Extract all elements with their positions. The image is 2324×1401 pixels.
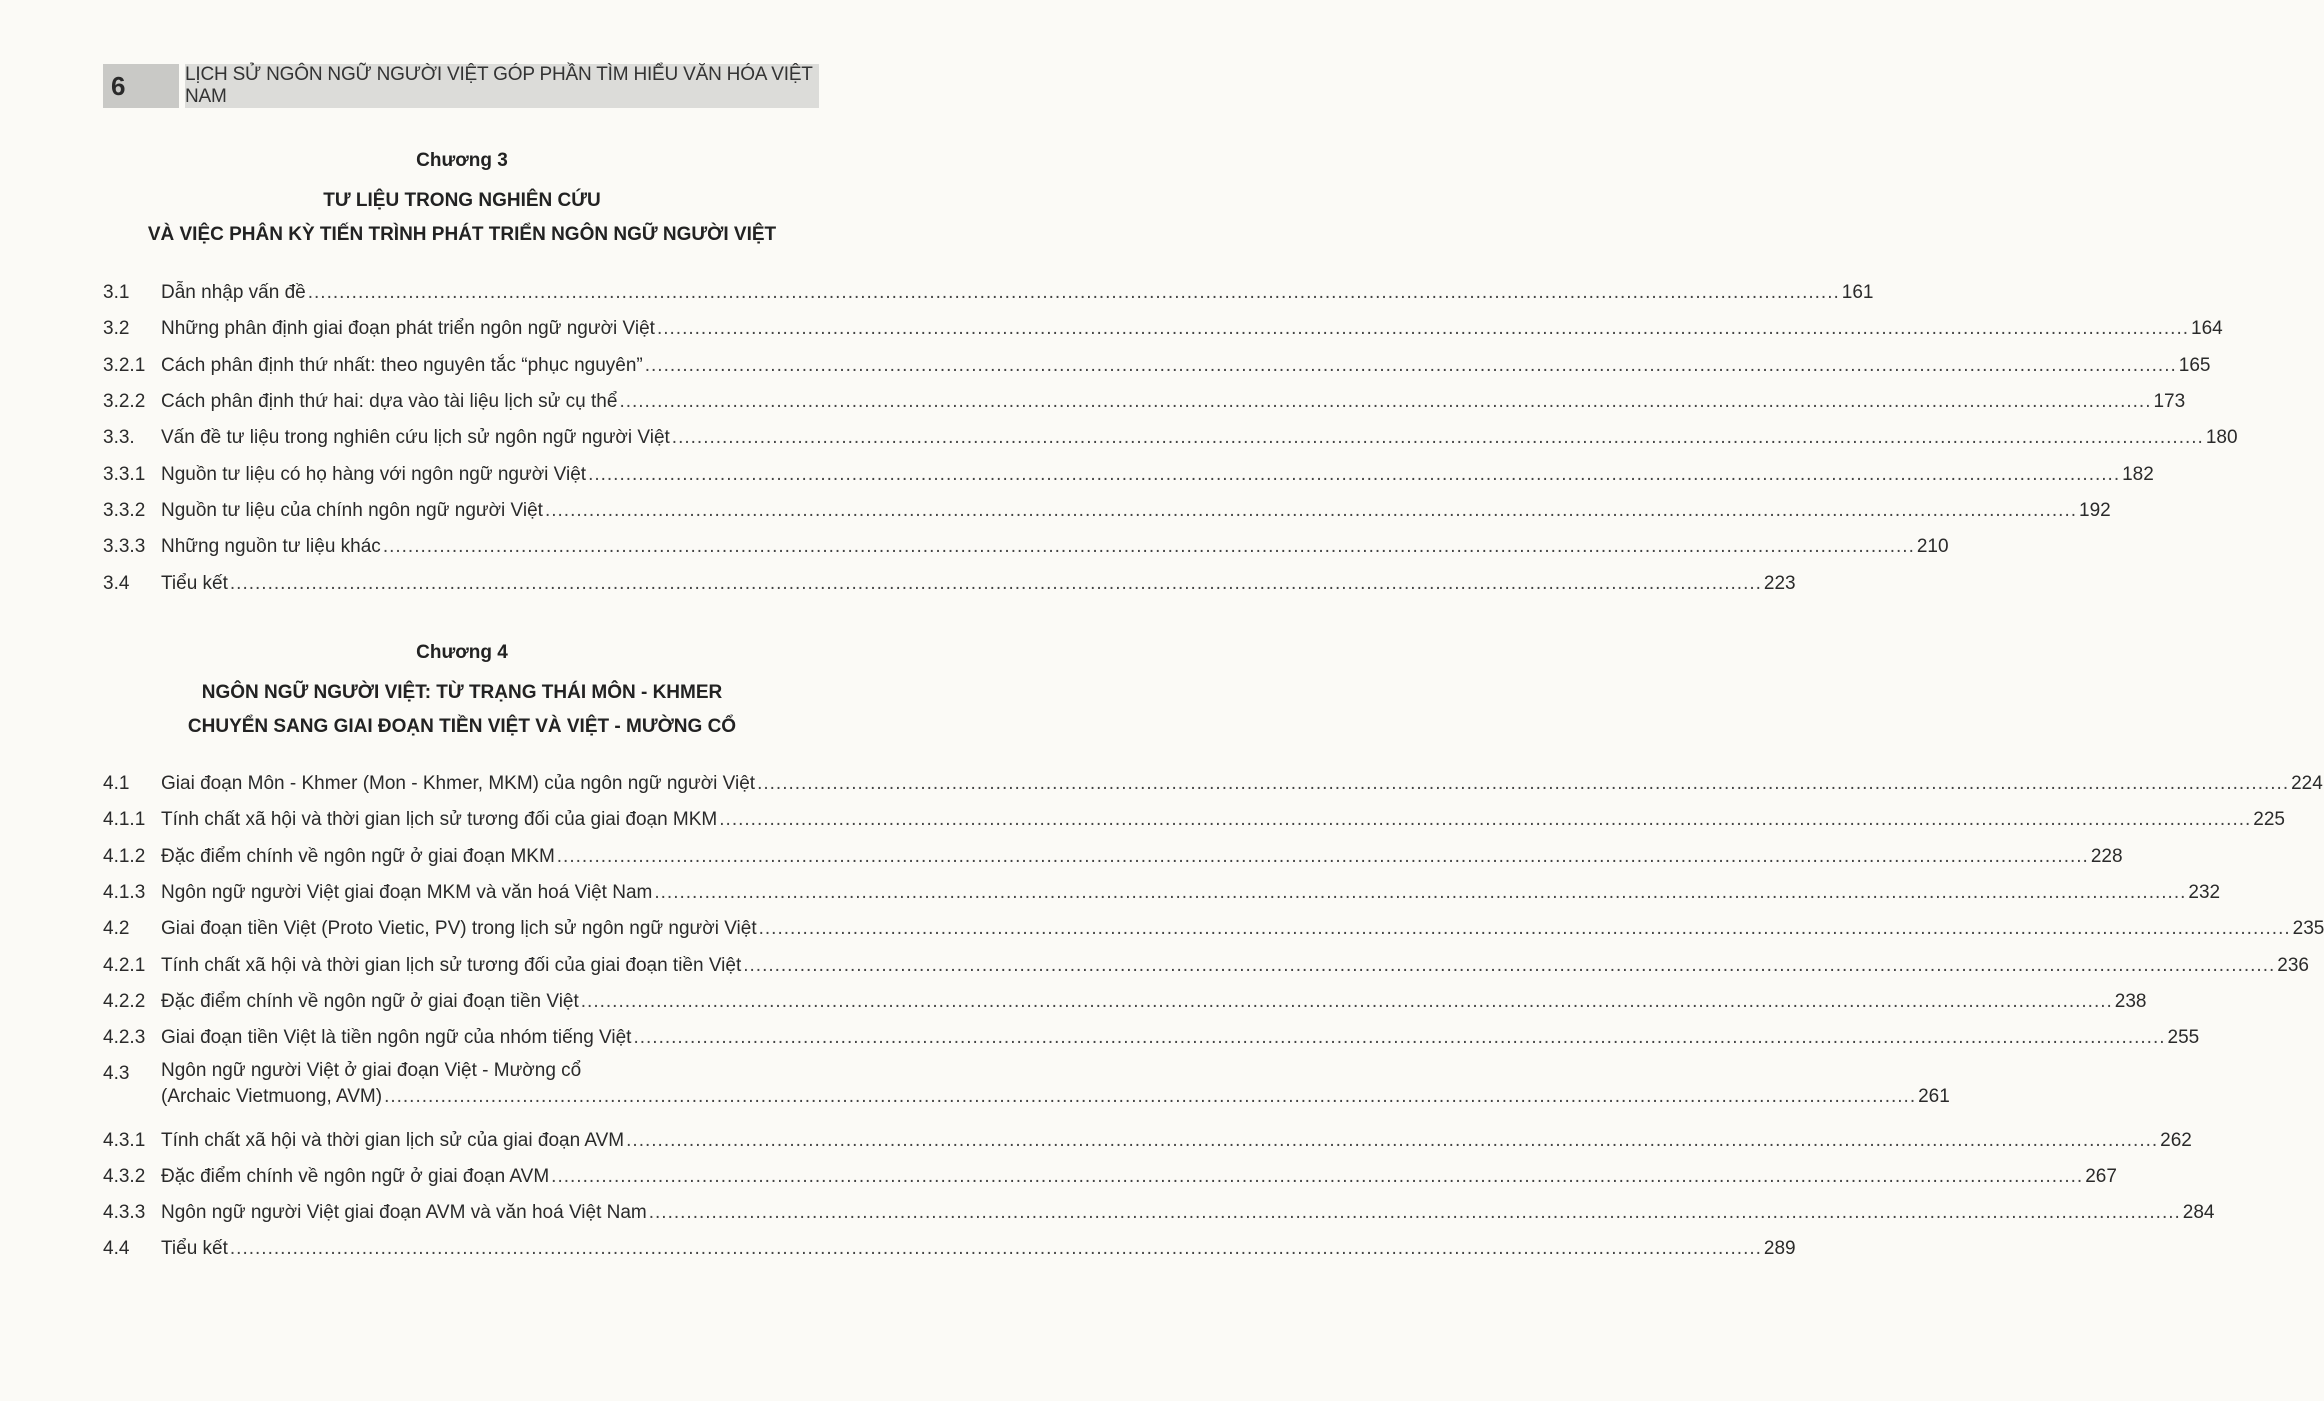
toc-row[interactable]: [103, 420, 2238, 456]
leader-dots: [230, 1238, 1762, 1260]
toc-number: 3.2: [103, 318, 130, 340]
toc-text: Ngôn ngữ người Việt giai đoạn MKM và văn hoá Việt Nam: [161, 882, 653, 904]
toc-page: 262: [2160, 1129, 2192, 1151]
toc-row[interactable]: [103, 384, 2186, 420]
toc-text: Tiểu kết: [161, 572, 228, 594]
leader-dots: [759, 918, 2291, 940]
toc-row-multiline[interactable]: [103, 1056, 1950, 1122]
toc-text: Những nguồn tư liệu khác: [161, 536, 381, 558]
toc-text: Đặc điểm chính về ngôn ngữ ở giai đoạn MKM: [161, 845, 555, 867]
leader-dots: [308, 282, 1840, 304]
toc-number: 3.2.1: [103, 354, 146, 376]
toc-row[interactable]: [103, 1020, 2200, 1056]
toc-number: 4.2.3: [103, 1027, 146, 1049]
leader-dots: [633, 1027, 2165, 1049]
toc-row[interactable]: [103, 456, 2154, 492]
toc-text: Đặc điểm chính về ngôn ngữ ở giai đoạn AVM: [161, 1165, 550, 1187]
toc-page: 238: [2114, 990, 2147, 1012]
toc-page: 224: [2291, 773, 2323, 795]
toc-text: Vấn đề tư liệu trong nghiên cứu lịch sử ngôn ngữ người Việt: [161, 427, 670, 449]
leader-dots: [757, 773, 2289, 795]
toc-page: 236: [2277, 954, 2309, 976]
toc-number: 4.1.2: [103, 845, 146, 867]
toc-row[interactable]: [103, 802, 2285, 838]
toc-page: 232: [2188, 882, 2221, 904]
leader-dots: [383, 536, 1915, 558]
toc-page: 182: [2122, 463, 2154, 485]
toc-row[interactable]: [103, 311, 2223, 347]
toc-text: Tiểu kết: [161, 1238, 228, 1260]
leader-dots: [557, 846, 2089, 868]
toc-number: 4.1: [103, 773, 130, 795]
toc-number: 4.3.1: [103, 1129, 146, 1151]
leader-dots: [588, 464, 2120, 486]
toc-row[interactable]: [103, 493, 2111, 529]
toc-page: 225: [2253, 809, 2285, 831]
toc-page: 267: [2085, 1165, 2117, 1187]
leader-dots: [626, 1130, 2158, 1152]
toc-page: 223: [1763, 572, 1796, 594]
toc-number: 3.3.2: [103, 499, 146, 521]
toc-row[interactable]: [103, 275, 1874, 311]
toc-text-line2: (Archaic Vietmuong, AVM): [161, 1086, 383, 1108]
leader-dots: [230, 573, 1762, 595]
leader-dots: [649, 1202, 2181, 1224]
chapter-title-line1: NGÔN NGỮ NGƯỜI VIỆT: TỪ TRẠNG THÁI MÔN - KHMER: [201, 682, 723, 703]
toc-text: Đặc điểm chính về ngôn ngữ ở giai đoạn tiền Việt: [161, 990, 579, 1012]
leader-dots: [743, 955, 2275, 977]
toc-page: 165: [2178, 354, 2211, 376]
toc-row[interactable]: [103, 348, 2211, 384]
toc-page: 192: [2079, 499, 2111, 521]
toc-page: 210: [1916, 536, 1949, 558]
leader-dots: [581, 991, 2113, 1013]
toc-row[interactable]: [103, 839, 2123, 875]
leader-dots: [551, 1166, 2083, 1188]
chapter-label: Chương 4: [416, 642, 508, 663]
toc-number: 4.1.1: [103, 809, 146, 831]
leader-dots: [719, 809, 2251, 831]
toc-chapter-4: [103, 766, 2324, 1268]
toc-text: Những phân định giai đoạn phát triển ngôn ngữ người Việt: [161, 318, 655, 340]
toc-row[interactable]: [103, 1195, 2215, 1231]
toc-page: 161: [1841, 282, 1874, 304]
toc-number: 4.2.1: [103, 954, 146, 976]
page-number: 6: [103, 64, 179, 108]
chapter-4-heading: [100, 638, 824, 744]
toc-text: Giai đoạn Môn - Khmer (Mon - Khmer, MKM) của ngôn ngữ người Việt: [161, 773, 756, 795]
leader-dots: [657, 318, 2189, 340]
toc-text: Cách phân định thứ nhất: theo nguyên tắc “phục nguyên”: [161, 354, 643, 376]
toc-row[interactable]: [103, 529, 1949, 565]
toc-text: Tính chất xã hội và thời gian lịch sử tương đối của giai đoạn tiền Việt: [161, 954, 742, 976]
leader-dots: [384, 1086, 1916, 1108]
toc-row[interactable]: [103, 565, 1796, 601]
toc-number: 3.2.2: [103, 391, 146, 413]
toc-number: 4.1.3: [103, 882, 146, 904]
toc-number: 3.3.1: [103, 463, 146, 485]
toc-row[interactable]: [103, 947, 2309, 983]
toc-page: 261: [1918, 1086, 1950, 1108]
toc-text: Tính chất xã hội và thời gian lịch sử của giai đoạn AVM: [161, 1129, 625, 1151]
toc-page: 284: [2182, 1202, 2215, 1224]
toc-number: 4.3: [103, 1063, 130, 1085]
chapter-title-line2: CHUYỂN SANG GIAI ĐOẠN TIỀN VIỆT VÀ VIỆT - MƯỜNG CỔ: [187, 716, 737, 737]
toc-text: Dẫn nhập vấn đề: [161, 282, 306, 304]
toc-row[interactable]: [103, 766, 2323, 802]
leader-dots: [545, 500, 2077, 522]
chapter-title-line1: TƯ LIỆU TRONG NGHIÊN CỨU: [323, 190, 601, 211]
toc-number: 4.4: [103, 1238, 130, 1260]
leader-dots: [645, 355, 2177, 377]
toc-number: 4.2.2: [103, 990, 146, 1012]
toc-chapter-3: [103, 275, 2238, 602]
toc-number: 4.3.3: [103, 1202, 146, 1224]
toc-row[interactable]: [103, 911, 2324, 947]
toc-row[interactable]: [103, 1122, 2192, 1158]
chapter-3-heading: [100, 146, 824, 252]
toc-number: 3.3.3: [103, 536, 146, 558]
toc-text: Cách phân định thứ hai: dựa vào tài liệu lịch sử cụ thể: [161, 391, 618, 413]
running-header: [103, 64, 819, 108]
toc-text: Giai đoạn tiền Việt là tiền ngôn ngữ của nhóm tiếng Việt: [161, 1027, 632, 1049]
toc-row[interactable]: [103, 984, 2147, 1020]
toc-page: 164: [2191, 318, 2223, 340]
running-title: LỊCH SỬ NGÔN NGỮ NGƯỜI VIỆT GÓP PHẦN TÌM HIỂU VĂN HÓA VIỆT NAM: [185, 64, 819, 108]
leader-dots: [654, 882, 2186, 904]
leader-dots: [619, 391, 2151, 413]
toc-number: 3.1: [103, 282, 130, 304]
toc-row[interactable]: [103, 875, 2221, 911]
chapter-title-line2: VÀ VIỆC PHÂN KỲ TIẾN TRÌNH PHÁT TRIỂN NGÔN NGỮ NGƯỜI VIỆT: [147, 224, 777, 245]
toc-text: Tính chất xã hội và thời gian lịch sử tương đối của giai đoạn MKM: [161, 809, 718, 831]
toc-number: 3.3.: [103, 427, 135, 449]
toc-row[interactable]: [103, 1159, 2117, 1195]
toc-text: Nguồn tư liệu của chính ngôn ngữ người Việt: [161, 499, 543, 521]
toc-text: Giai đoạn tiền Việt (Proto Vietic, PV) trong lịch sử ngôn ngữ người Việt: [161, 918, 757, 940]
toc-row[interactable]: [103, 1231, 1796, 1267]
toc-text: Nguồn tư liệu có họ hàng với ngôn ngữ người Việt: [161, 463, 587, 485]
toc-page: 228: [2090, 845, 2123, 867]
toc-number: 4.2: [103, 918, 130, 940]
leader-dots: [672, 427, 2204, 449]
toc-text-line1: Ngôn ngữ người Việt ở giai đoạn Việt - Mường cổ: [161, 1060, 582, 1082]
toc-page: 180: [2205, 427, 2238, 449]
toc-number: 4.3.2: [103, 1165, 146, 1187]
toc-page: 173: [2153, 391, 2186, 413]
toc-text: Ngôn ngữ người Việt giai đoạn AVM và văn hoá Việt Nam: [161, 1202, 647, 1224]
toc-page: 235: [2292, 918, 2324, 940]
chapter-label: Chương 3: [416, 150, 508, 171]
toc-page: 289: [1763, 1238, 1796, 1260]
toc-number: 3.4: [103, 572, 130, 594]
toc-page: 255: [2167, 1027, 2200, 1049]
